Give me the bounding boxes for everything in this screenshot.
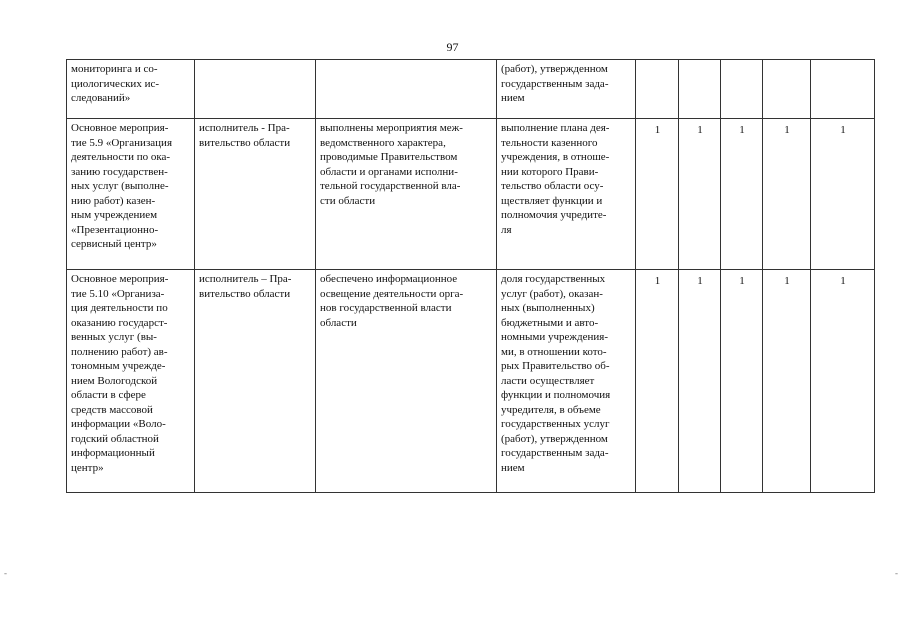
executor-cell: исполнитель - Пра- вительство области — [195, 119, 316, 270]
value-cell: 1 — [636, 270, 679, 493]
value-cell — [679, 60, 721, 119]
right-margin-mark: - — [895, 568, 898, 578]
value-cell: 1 — [721, 119, 763, 270]
result-cell: обеспечено информационное освещение деятельности орга- нов государственной власти области — [316, 270, 497, 493]
table-row — [67, 119, 875, 270]
left-margin-mark: - — [4, 568, 7, 578]
value-cell: 1 — [763, 119, 811, 270]
table-row — [67, 270, 875, 493]
table-row — [67, 60, 875, 119]
value-cell — [811, 60, 875, 119]
result-cell — [316, 60, 497, 119]
executor-cell — [195, 60, 316, 119]
value-cell: 1 — [811, 119, 875, 270]
value-cell: 1 — [679, 119, 721, 270]
value-cell: 1 — [679, 270, 721, 493]
indicator-cell: доля государственных услуг (работ), оказан- ных (выполненных) бюджетными и авто- номными учреждения- ми, в отношении кото- рых Правительство об- ласти осуществляет функции и полномочия учредителя, в объеме государственных услуг (работ), утвержденном государственным зада- нием — [497, 270, 636, 493]
executor-cell: исполнитель – Пра- вительство области — [195, 270, 316, 493]
value-cell — [721, 60, 763, 119]
value-cell: 1 — [763, 270, 811, 493]
value-cell: 1 — [811, 270, 875, 493]
measure-cell: мониторинга и со- циологических ис- следований» — [67, 60, 195, 119]
value-cell: 1 — [721, 270, 763, 493]
measure-cell: Основное мероприя- тие 5.10 «Организа- ция деятельности по оказанию государст- венных услуг (вы- полнению работ) ав- тономным учрежде- нием Вологодской области в сфере средств массовой информации «Воло- годский областной информационный центр» — [67, 270, 195, 493]
page-number: 97 — [446, 40, 459, 54]
value-cell: 1 — [636, 119, 679, 270]
indicator-cell: (работ), утвержденном государственным зада- нием — [497, 60, 636, 119]
measures-table — [66, 59, 875, 493]
indicator-cell: выполнение плана дея- тельности казенного учреждения, в отноше- нии которого Прави- тельство области осу- ществляет функции и полномочия учредите- ля — [497, 119, 636, 270]
result-cell: выполнены мероприятия меж- ведомственного характера, проводимые Правительством области и органами исполни- тельной государственной вла- сти области — [316, 119, 497, 270]
value-cell — [763, 60, 811, 119]
value-cell — [636, 60, 679, 119]
measure-cell: Основное мероприя- тие 5.9 «Организация деятельности по ока- занию государствен- ных услуг (выполне- нию работ) казен- ным учреждением «Презентационно- сервисный центр» — [67, 119, 195, 270]
